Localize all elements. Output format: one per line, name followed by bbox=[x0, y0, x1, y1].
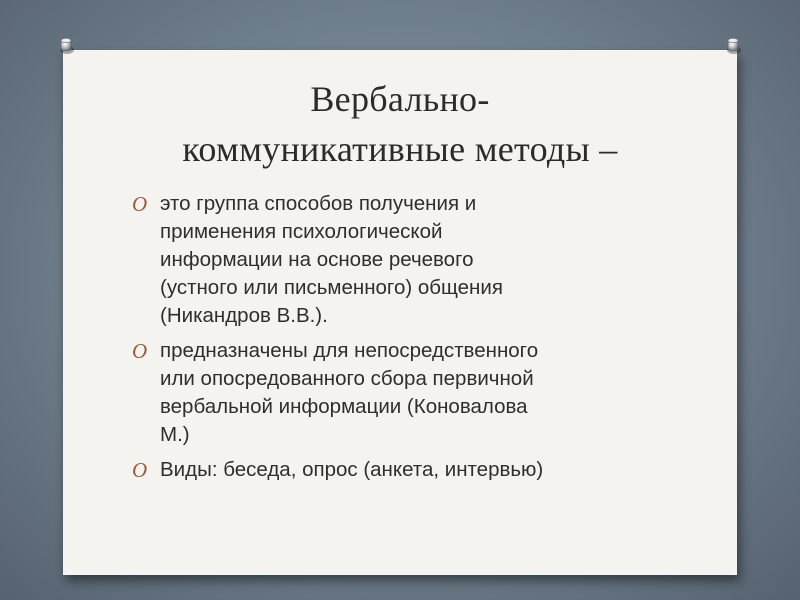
slide-title bbox=[64, 74, 736, 174]
bullet-marker-icon: O bbox=[132, 458, 148, 482]
bullet-text-line: или опосредованного сбора первичной bbox=[160, 367, 534, 390]
bullet-item-types bbox=[130, 456, 690, 484]
title-line: коммуникативные методы – bbox=[182, 129, 618, 169]
bullet-text-line: информации на основе речевого bbox=[160, 248, 474, 271]
bullet-text-line: М.) bbox=[160, 423, 190, 446]
pushpin-icon bbox=[55, 36, 77, 58]
bullet-marker-icon: O bbox=[132, 192, 148, 216]
bullet-text-line: применения психологической bbox=[160, 220, 443, 243]
bullet-item-definition bbox=[130, 190, 690, 330]
bullet-text-line: это группа способов получения и bbox=[160, 192, 477, 215]
bullet-text-line: (Никандров В.В.). bbox=[160, 304, 328, 327]
bullet-text-line: (устного или письменного) общения bbox=[160, 276, 503, 299]
title-line: Вербально- bbox=[310, 79, 490, 119]
pushpin-icon bbox=[722, 36, 744, 58]
bullet-text-line: Виды: беседа, опрос (анкета, интервью) bbox=[160, 458, 544, 481]
bullet-list bbox=[130, 190, 690, 491]
bullet-text-line: вербальной информации (Коновалова bbox=[160, 395, 528, 418]
bullet-marker-icon: O bbox=[132, 339, 148, 363]
bullet-text-line: предназначены для непосредственного bbox=[160, 339, 539, 362]
bullet-item-purpose bbox=[130, 337, 690, 449]
